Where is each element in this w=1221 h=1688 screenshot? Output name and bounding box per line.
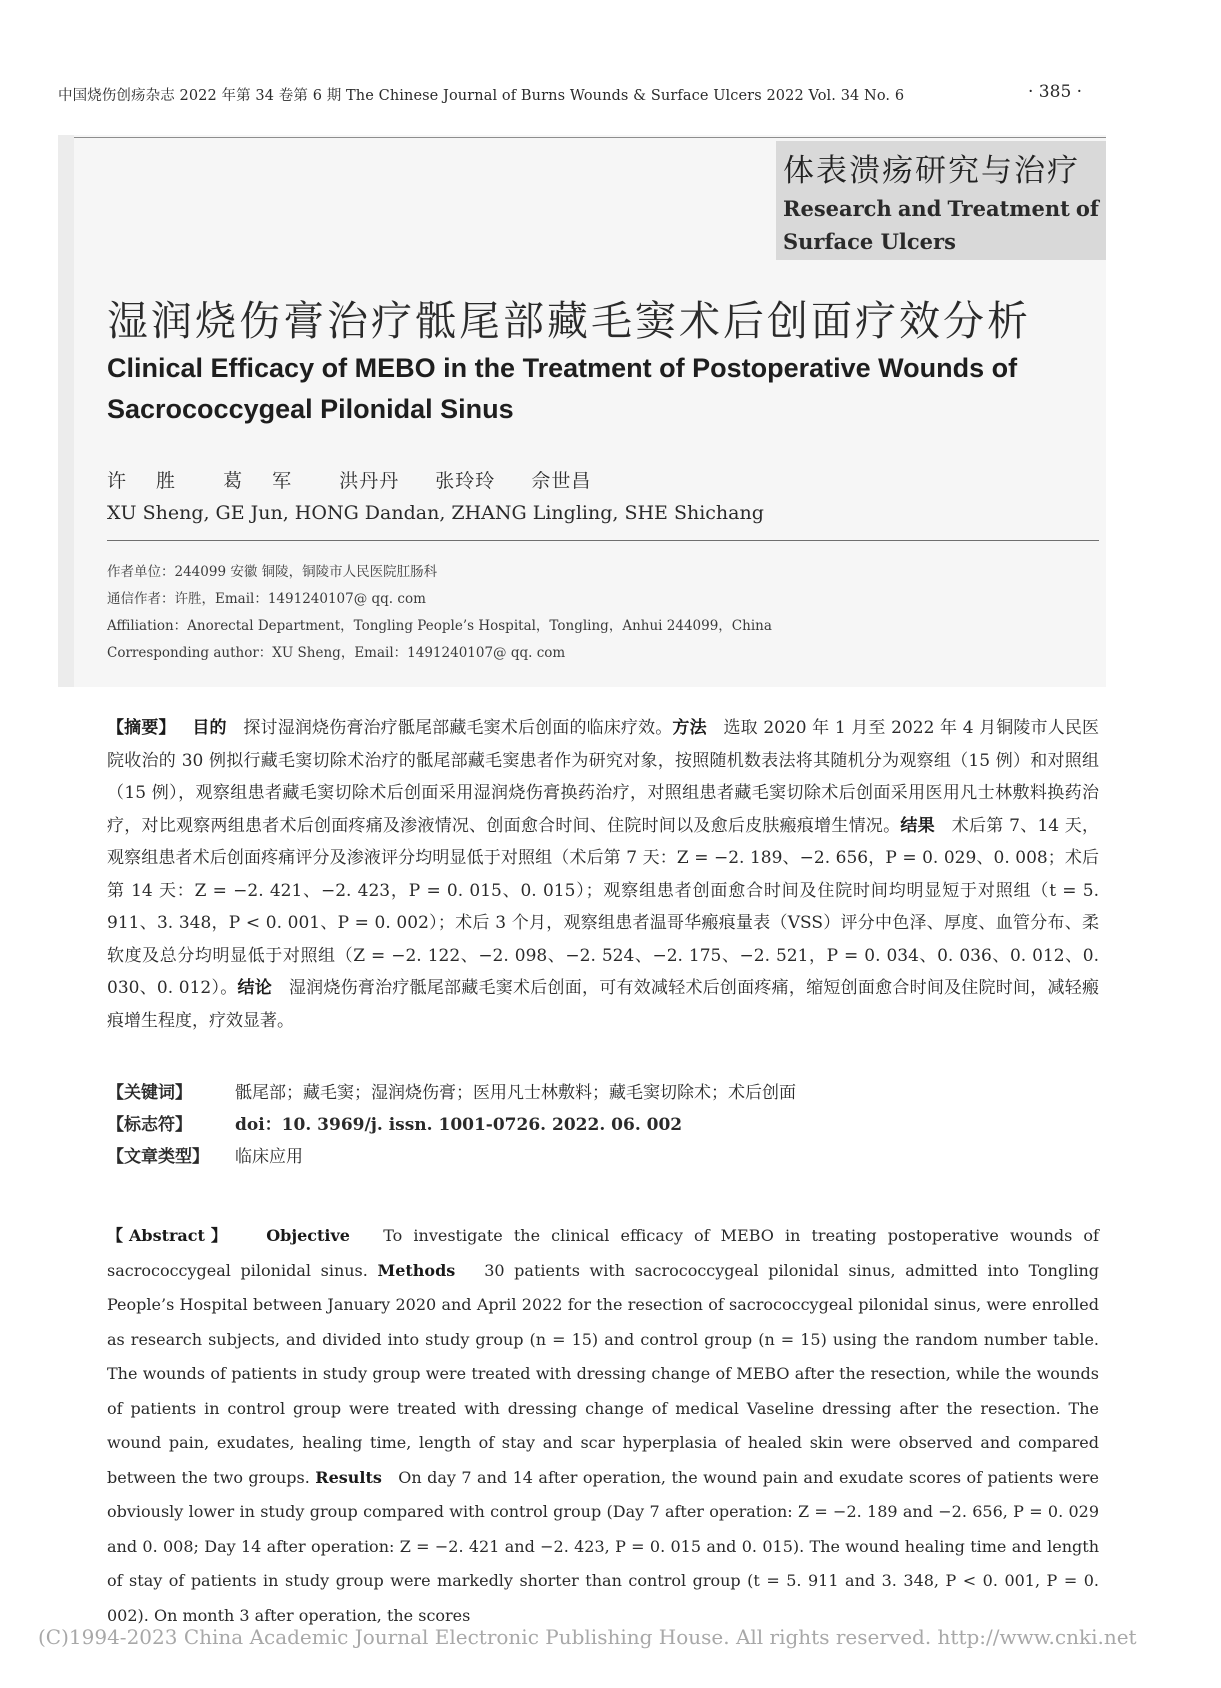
page-number: · 385 · — [1028, 82, 1083, 102]
methods-label-cn: 方法 — [672, 718, 707, 738]
results-text-en: On day 7 and 14 after operation, the wound pain and exudate scores of patients were obviously lower in study group compared with control group (Day 7 after operation: Z = −2. 189 and −2. 656, P = 0. 029 and 0. 008; Day 14 after operation: Z = −2. 421 and −2. 423, P = 0. 015 and 0. 015). The wound healing time and length of stay of patients in study group were markedly shorter than control group (t = 5. 911 and 3. 348, P < 0. 001, P = 0. 002). On month 3 after operation, the scores — [107, 1467, 1099, 1625]
keywords-value: 骶尾部；藏毛窦；湿润烧伤膏；医用凡士林敷料；藏毛窦切除术；术后创面 — [235, 1083, 796, 1103]
section-word: of — [1075, 196, 1099, 221]
article-title-en: Clinical Efficacy of MEBO in the Treatment of Postoperative Wounds of Sacrococcygeal Pilonidal Sinus — [107, 353, 1018, 424]
section-title-cn: 体表溃疡研究与治疗 — [783, 153, 1080, 189]
keywords-label: 【关键词】 — [107, 1083, 192, 1103]
authors-cn — [107, 466, 621, 493]
abstract-cn — [107, 712, 1099, 1037]
article-type-value: 临床应用 — [235, 1147, 303, 1167]
objective-label-cn: 目的 — [192, 718, 227, 738]
objective-text-cn: 探讨湿润烧伤膏治疗骶尾部藏毛窦术后创面的临床疗效。 — [243, 718, 673, 738]
section-word: Treatment — [947, 196, 1070, 221]
methods-text-cn: 选取 2020 年 1 月至 2022 年 4 月铜陵市人民医院收治的 30 例拟行藏毛窦切除术治疗的骶尾部藏毛窦患者作为研究对象，按照随机数表法将其随机分为观察组（15 例）和对照组（15 例），观察组患者藏毛窦切除术后创面采用湿润烧伤膏换药治疗，对照组患者藏毛窦切除术后创面采用医用凡士林敷料换药治疗，对比观察两组患者术后创面疼痛及渗液情况、创面愈合时间、住院时间以及愈后皮肤瘢痕增生情况。 — [107, 718, 1100, 836]
author-cn: 张玲玲 — [435, 470, 496, 492]
keywords-row — [107, 1078, 796, 1103]
article-type-label: 【文章类型】 — [107, 1147, 209, 1167]
author-cn: 佘世昌 — [531, 470, 592, 492]
methods-text-en: 30 patients with sacrococcygeal pilonidal sinus, admitted into Tongling People’s Hospital between January 2020 and April 2022 for the resection of sacrococcygeal pilonidal sinus, were enrolled as research subjects, and divided into study group (n = 15) and control group (n = 15) using the random number table. The wounds of patients in study group were treated with dressing change of MEBO after the resection, while the wounds of patients in control group were treated with dressing change of medical Vaseline dressing after the resection. The wound pain, exudates, healing time, length of stay and scar hyperplasia of healed skin were observed and compared between the two groups. — [107, 1260, 1100, 1487]
author-cn: 洪丹丹 — [339, 470, 400, 492]
author-cn: 葛 军 — [223, 470, 304, 492]
conclusion-label-cn: 结论 — [237, 978, 272, 998]
running-head: 中国烧伤创疡杂志 2022 年第 34 卷第 6 期 The Chinese Journal of Burns Wounds & Surface Ulcers 2022 Vol. 34 No. 6 — [58, 88, 905, 104]
objective-text-en: To investigate the clinical efficacy of MEBO in treating postoperative wounds of sacrococcygeal pilonidal sinus. — [107, 1226, 1099, 1280]
article-type-row — [107, 1142, 303, 1167]
doi-value: doi：10. 3969/j. issn. 1001-0726. 2022. 06. 002 — [235, 1115, 683, 1135]
results-label-cn: 结果 — [900, 815, 935, 836]
objective-label-en: Objective — [266, 1226, 350, 1245]
results-label-en: Results — [315, 1467, 382, 1487]
section-title-en-line2: Surface Ulcers — [783, 229, 956, 254]
authors-divider — [107, 540, 1099, 541]
abstract-label-cn: 【摘要】 — [107, 718, 176, 738]
section-rule — [74, 137, 1106, 138]
section-word: Research — [783, 196, 892, 221]
affiliation-en: Affiliation：Anorectal Department，Tongling People’s Hospital，Tongling，Anhui 244099，China — [107, 618, 772, 634]
doi-label: 【标志符】 — [107, 1115, 192, 1135]
author-cn: 许 胜 — [107, 470, 188, 492]
authors-en: XU Sheng, GE Jun, HONG Dandan, ZHANG Lingling, SHE Shichang — [107, 502, 764, 524]
article-title-cn: 湿润烧伤膏治疗骶尾部藏毛窦术后创面疗效分析 — [107, 297, 1031, 345]
affiliation-cn: 作者单位：244099 安徽 铜陵，铜陵市人民医院肛肠科 — [107, 564, 438, 580]
corresponding-cn: 通信作者：许胜，Email：1491240107@ qq. com — [107, 591, 426, 607]
methods-label-en: Methods — [377, 1260, 456, 1280]
abstract-label-en: 【Abstract】 — [107, 1226, 233, 1245]
corresponding-en: Corresponding author：XU Sheng，Email：1491240107@ qq. com — [107, 645, 566, 661]
abstract-en — [107, 1219, 1099, 1633]
doi-row — [107, 1110, 682, 1135]
results-text-cn: 术后第 7、14 天，观察组患者术后创面疼痛评分及渗液评分均明显低于对照组（术后第 7 天：Z = −2. 189、−2. 656，P = 0. 029、0. 008；术后第 14 天：Z = −2. 421、−2. 423，P = 0. 015、0. 015）；观察组患者创面愈合时间及住院时间均明显短于对照组（t = 5. 911、3. 348，P < 0. 001、P = 0. 002）；术后 3 个月，观察组患者温哥华瘢痕量表（VSS）评分中色泽、厚度、血管分布、柔软度及总分均明显低于对照组（Z = −2. 122、−2. 098、−2. 524、−2. 175、−2. 521，P = 0. 034、0. 036、0. 012、0. 030、0. 012）。 — [107, 815, 1100, 998]
copyright-footer: (C)1994-2023 China Academic Journal Electronic Publishing House. All rights reserved. http://www.cnki.net — [38, 1625, 1137, 1649]
section-title-en — [783, 192, 1099, 258]
conclusion-text-cn: 湿润烧伤膏治疗骶尾部藏毛窦术后创面，可有效减轻术后创面疼痛，缩短创面愈合时间及住院时间，减轻瘢痕增生程度，疗效显著。 — [107, 978, 1099, 1031]
section-word: and — [897, 196, 942, 221]
